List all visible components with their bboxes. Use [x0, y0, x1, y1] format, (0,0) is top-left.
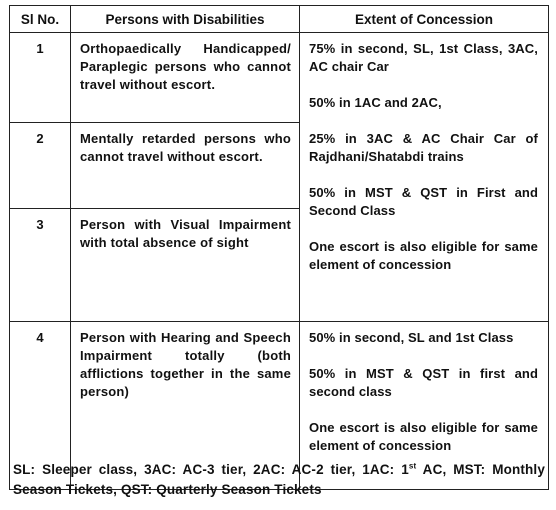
sl-number-cell: 1	[10, 33, 71, 123]
person-cell: Person with Visual Impairment with total absence of sight	[71, 209, 300, 322]
header-persons-with-disabilities: Persons with Disabilities	[71, 6, 300, 33]
header-extent-of-concession: Extent of Concession	[300, 6, 549, 33]
sl-number-cell: 4	[10, 322, 71, 490]
header-sl-no: Sl No.	[10, 6, 71, 33]
sl-number-cell: 2	[10, 123, 71, 209]
concession-table	[9, 5, 549, 490]
person-cell: Orthopaedically Handicapped/ Paraplegic persons who cannot travel without escort.	[71, 33, 300, 123]
abbreviations-footnote	[13, 460, 545, 500]
footnote-superscript: st	[408, 461, 417, 471]
concession-text: 50% in MST & QST in First and Second Class	[309, 185, 538, 218]
footnote-text-part2: AC, MST: Monthly Season Tickets, QST: Quarterly Season Tickets	[13, 462, 545, 497]
footnote-text-part1: SL: Sleeper class, 3AC: AC-3 tier, 2AC: AC-2 tier, 1AC: 1	[13, 462, 409, 477]
person-cell: Mentally retarded persons who cannot travel without escort.	[71, 123, 300, 209]
person-cell: Person with Hearing and Speech Impairment totally (both afflictions together in the same person)	[71, 322, 300, 490]
concession-text: 50% in 1AC and 2AC,	[309, 95, 442, 110]
concession-text: One escort is also eligible for same element of concession	[309, 420, 538, 453]
concession-cell-rows-1-3	[300, 33, 549, 322]
sl-number-cell: 3	[10, 209, 71, 322]
table-header-row	[10, 6, 549, 33]
concession-text: 25% in 3AC & AC Chair Car of Rajdhani/Shatabdi trains	[309, 131, 538, 164]
concession-text: 50% in MST & QST in first and second class	[309, 366, 538, 399]
concession-text: 75% in second, SL, 1st Class, 3AC, AC chair Car	[309, 41, 538, 74]
table-row	[10, 33, 549, 123]
concession-text: 50% in second, SL and 1st Class	[309, 330, 514, 345]
concession-text: One escort is also eligible for same element of concession	[309, 239, 538, 272]
